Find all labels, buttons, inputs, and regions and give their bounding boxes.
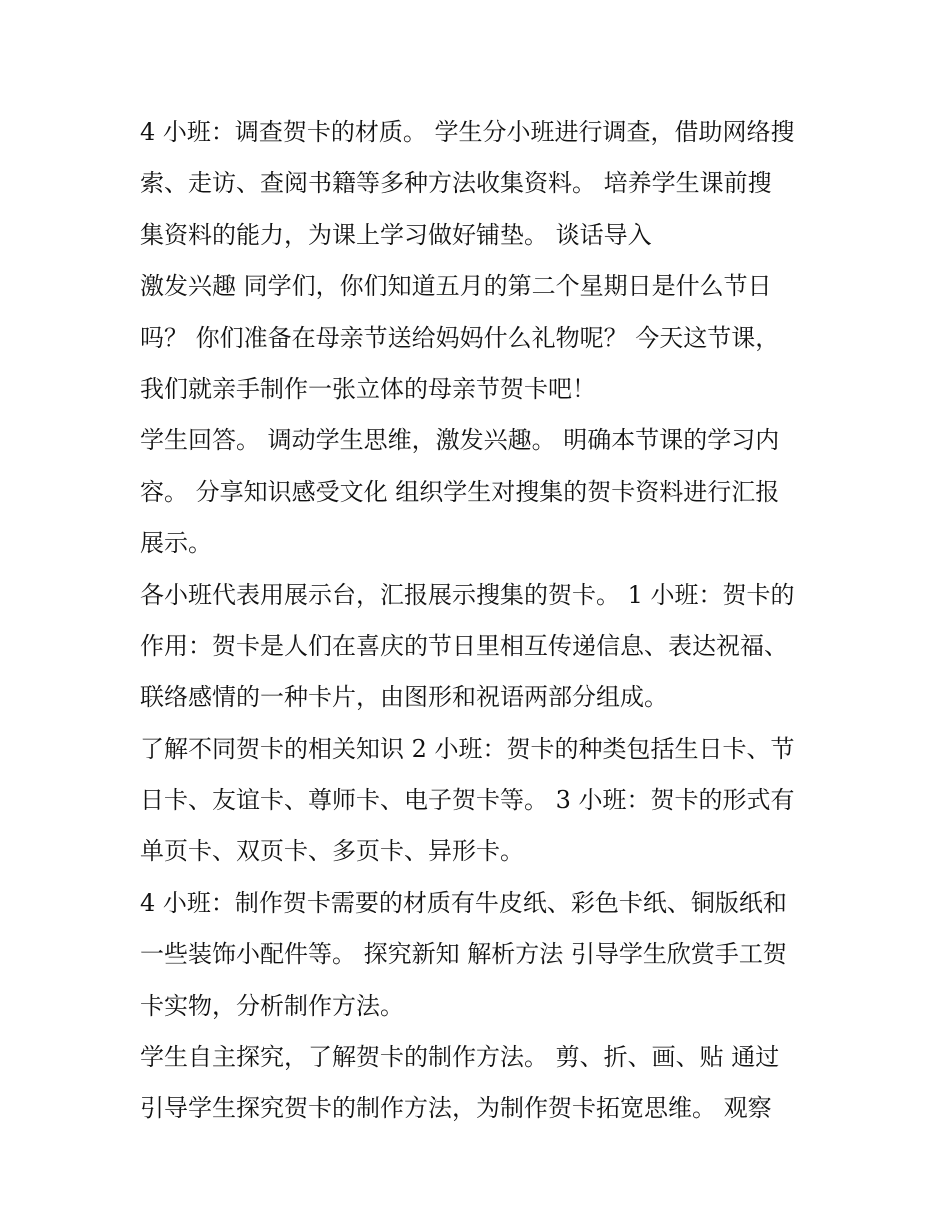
text-line: 展示。 <box>140 529 212 558</box>
text-line: 学生自主探究，了解贺卡的制作方法。 剪、折、画、贴 通过 <box>140 1043 780 1072</box>
text-line: 单页卡、双页卡、多页卡、异形卡。 <box>140 837 524 866</box>
text-line: 吗？ 你们准备在母亲节送给妈妈什么礼物呢？ 今天这节课， <box>140 323 780 352</box>
text-line: 4 小班：调查贺卡的材质。 学生分小班进行调查，借助网络搜 <box>140 118 795 146</box>
text-line: 集资料的能力，为课上学习做好铺垫。 谈话导入 <box>140 220 652 249</box>
text-line: 容。 分享知识感受文化 组织学生对搜集的贺卡资料进行汇报 <box>140 477 780 506</box>
document-body <box>140 107 820 1135</box>
text-line: 我们就亲手制作一张立体的母亲节贺卡吧！ <box>140 374 596 403</box>
text-line: 引导学生探究贺卡的制作方法，为制作贺卡拓宽思维。 观察 <box>140 1094 772 1123</box>
text-line: 4 小班：制作贺卡需要的材质有牛皮纸、彩色卡纸、铜版纸和 <box>140 888 787 917</box>
text-line: 联络感情的一种卡片，由图形和祝语两部分组成。 <box>140 683 668 712</box>
text-line: 卡实物，分析制作方法。 <box>140 991 404 1020</box>
text-line: 索、走访、查阅书籍等多种方法收集资料。 培养学生课前搜 <box>140 169 772 198</box>
text-line: 了解不同贺卡的相关知识 2 小班：贺卡的种类包括生日卡、节 <box>140 734 795 763</box>
text-line: 日卡、友谊卡、尊师卡、电子贺卡等。 3 小班：贺卡的形式有 <box>140 786 795 815</box>
text-line: 一些装饰小配件等。 探究新知 解析方法 引导学生欣赏手工贺 <box>140 940 787 969</box>
text-line: 作用：贺卡是人们在喜庆的节日里相互传递信息、表达祝福、 <box>140 631 788 660</box>
text-line: 学生回答。 调动学生思维，激发兴趣。 明确本节课的学习内 <box>140 426 780 455</box>
text-line: 各小班代表用展示台，汇报展示搜集的贺卡。 1 小班：贺卡的 <box>140 580 795 609</box>
text-line: 激发兴趣 同学们，你们知道五月的第二个星期日是什么节日 <box>140 272 772 301</box>
